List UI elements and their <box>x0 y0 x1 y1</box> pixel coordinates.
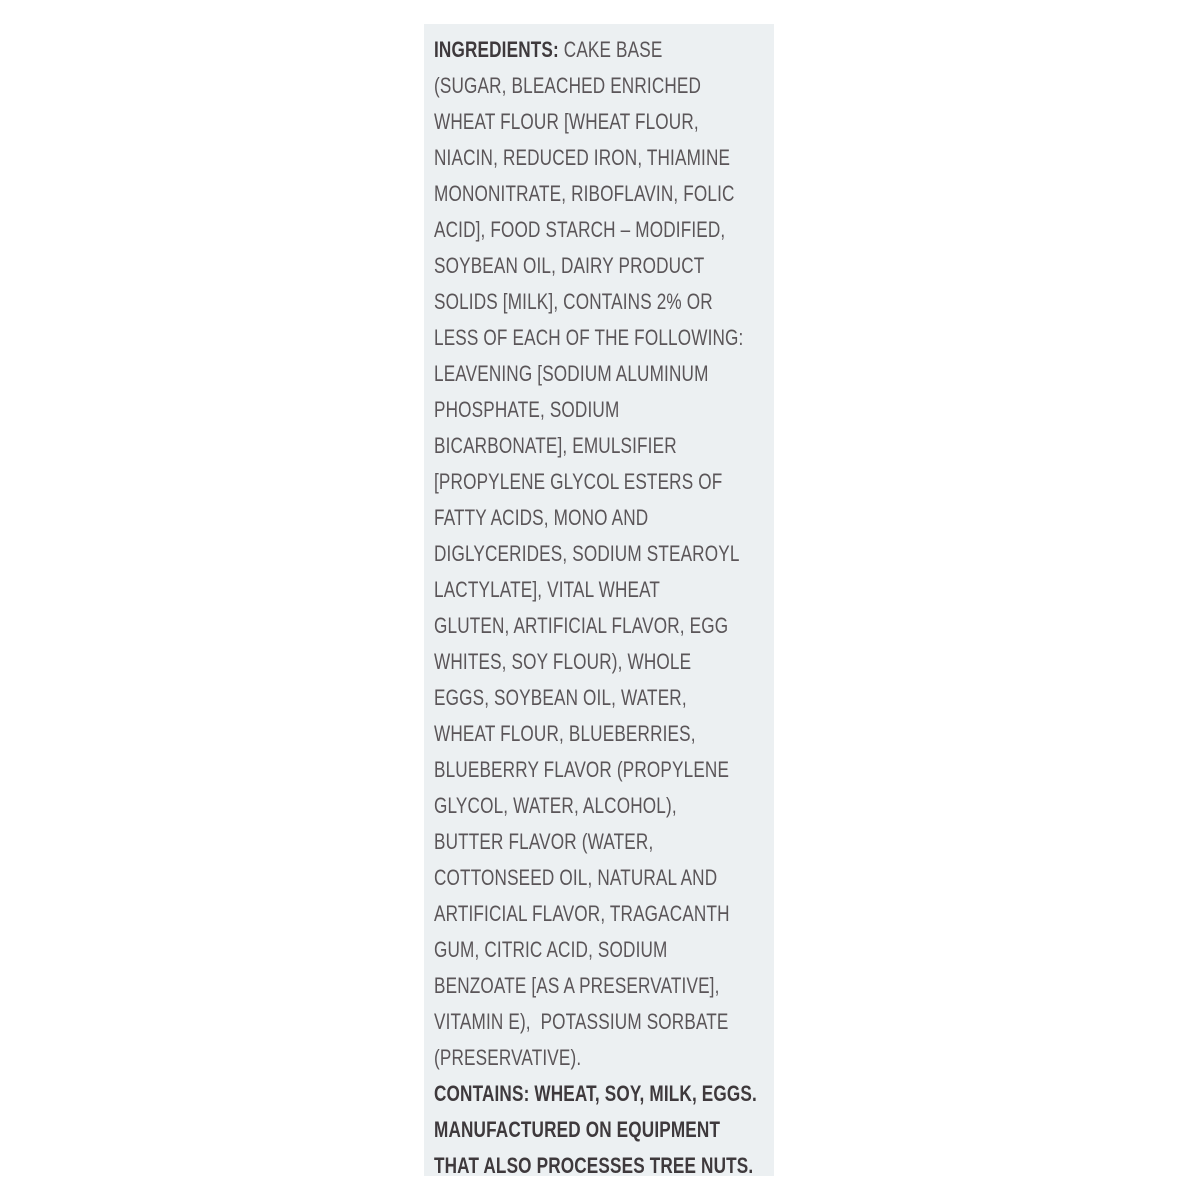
ingredients-line: BICARBONATE], EMULSIFIER <box>434 433 677 458</box>
ingredients-line: DIGLYCERIDES, SODIUM STEAROYL <box>434 541 740 566</box>
ingredients-line: LACTYLATE], VITAL WHEAT <box>434 577 661 602</box>
allergen-contains: CONTAINS: WHEAT, SOY, MILK, EGGS. <box>434 1081 757 1106</box>
ingredients-line: VITAMIN E), POTASSIUM SORBATE <box>434 1009 729 1034</box>
ingredients-label: INGREDIENTS: <box>434 37 559 62</box>
ingredients-line: [PROPYLENE GLYCOL ESTERS OF <box>434 469 723 494</box>
ingredients-line: WHITES, SOY FLOUR), WHOLE <box>434 649 692 674</box>
ingredients-panel <box>424 24 774 1176</box>
ingredients-line: SOYBEAN OIL, DAIRY PRODUCT <box>434 253 705 278</box>
ingredients-line: PHOSPHATE, SODIUM <box>434 397 620 422</box>
ingredients-line: GLYCOL, WATER, ALCOHOL), <box>434 793 677 818</box>
ingredients-line: NIACIN, REDUCED IRON, THIAMINE <box>434 145 731 170</box>
ingredients-text <box>434 32 779 1184</box>
ingredients-line: BUTTER FLAVOR (WATER, <box>434 829 654 854</box>
ingredients-first-line-rest: CAKE BASE <box>558 37 663 62</box>
ingredients-line: GUM, CITRIC ACID, SODIUM <box>434 937 668 962</box>
ingredients-line: WHEAT FLOUR [WHEAT FLOUR, <box>434 109 699 134</box>
ingredients-line: WHEAT FLOUR, BLUEBERRIES, <box>434 721 696 746</box>
ingredients-line: BLUEBERRY FLAVOR (PROPYLENE <box>434 757 730 782</box>
ingredients-line: (PRESERVATIVE). <box>434 1045 582 1070</box>
ingredients-line: MONONITRATE, RIBOFLAVIN, FOLIC <box>434 181 735 206</box>
ingredients-line: ARTIFICIAL FLAVOR, TRAGACANTH <box>434 901 730 926</box>
ingredients-line: (SUGAR, BLEACHED ENRICHED <box>434 73 702 98</box>
ingredients-line: LEAVENING [SODIUM ALUMINUM <box>434 361 709 386</box>
ingredients-line: GLUTEN, ARTIFICIAL FLAVOR, EGG <box>434 613 729 638</box>
allergen-equipment: MANUFACTURED ON EQUIPMENT <box>434 1117 721 1142</box>
allergen-tree-nuts: THAT ALSO PROCESSES TREE NUTS. <box>434 1153 754 1178</box>
ingredients-line: ACID], FOOD STARCH – MODIFIED, <box>434 217 726 242</box>
ingredients-line: EGGS, SOYBEAN OIL, WATER, <box>434 685 687 710</box>
ingredients-line <box>434 32 703 68</box>
ingredients-line: SOLIDS [MILK], CONTAINS 2% OR <box>434 289 713 314</box>
ingredients-line: BENZOATE [AS A PRESERVATIVE], <box>434 973 720 998</box>
ingredients-line: LESS OF EACH OF THE FOLLOWING: <box>434 325 744 350</box>
ingredients-line: COTTONSEED OIL, NATURAL AND <box>434 865 718 890</box>
ingredients-line: FATTY ACIDS, MONO AND <box>434 505 649 530</box>
